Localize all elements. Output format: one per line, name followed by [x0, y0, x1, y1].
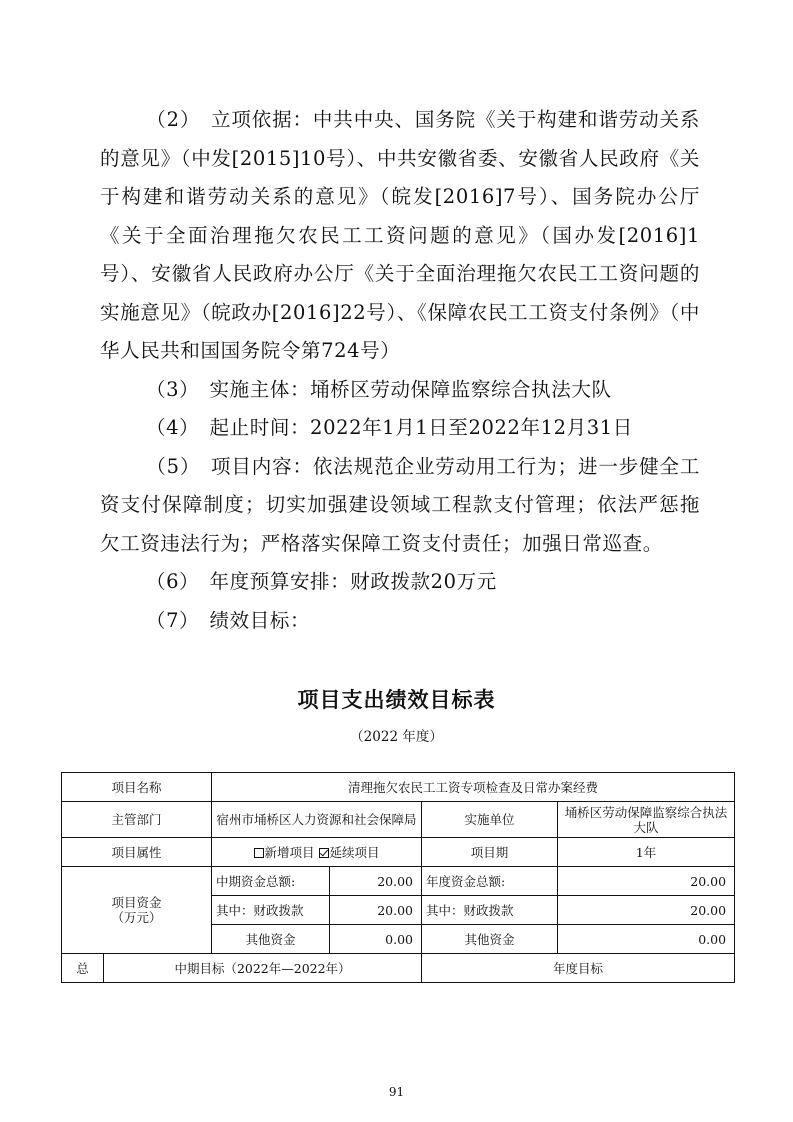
year-total-label: 年度资金总额: [422, 867, 558, 896]
new-project-label: 新增项目 [264, 844, 315, 860]
table-row [62, 773, 735, 802]
table-row [62, 802, 735, 838]
project-name: 清理拖欠农民工工资专项检查及日常办案经费 [212, 773, 735, 802]
dept: 宿州市埇桥区人力资源和社会保障局 [212, 802, 422, 838]
attr-label: 项目属性 [62, 838, 212, 867]
mid-target-label: 中期目标（2022年—2022年） [104, 954, 422, 983]
performance-target-table [61, 772, 735, 983]
table-row [62, 867, 735, 896]
year-other: 0.00 [558, 925, 735, 954]
paragraph-goals: （7） 绩效目标： [146, 608, 311, 632]
mid-fiscal: 20.00 [330, 896, 422, 925]
continue-project-checkbox[interactable] [319, 848, 329, 858]
mid-total-label: 中期资金总额: [212, 867, 330, 896]
project-name-label: 项目名称 [62, 773, 212, 802]
table-title: 项目支出绩效目标表 [297, 688, 496, 712]
dept-label: 主管部门 [62, 802, 212, 838]
table-row [62, 954, 735, 983]
mid-other-label: 其他资金 [212, 925, 330, 954]
paragraph-content: （5） 项目内容：依法规范企业劳动用工行为；进一步健全工资支付保障制度；切实加强建设领域工程款支付管理；依法严惩拖欠工资违法行为；严格落实保障工资支付责任；加强日常巡查。 [100, 454, 700, 555]
paragraph-budget: （6） 年度预算安排：财政拨款20万元 [146, 570, 497, 593]
period: 1年 [558, 838, 735, 867]
year-fiscal: 20.00 [558, 896, 735, 925]
table-subtitle: （2022 年度） [350, 729, 443, 745]
period-label: 项目期 [422, 838, 558, 867]
impl-label: 实施单位 [422, 802, 558, 838]
continue-project-label: 延续项目 [329, 844, 380, 860]
page-number: 91 [388, 1085, 405, 1099]
new-project-checkbox[interactable] [254, 848, 264, 858]
impl: 埇桥区劳动保障监察综合执法大队 [558, 802, 735, 838]
year-total: 20.00 [558, 867, 735, 896]
body-text [100, 101, 700, 640]
year-fiscal-label: 其中：财政拨款 [422, 896, 558, 925]
attr-options [212, 838, 422, 867]
paragraph-period: （4） 起止时间：2022年1月1日至2022年12月31日 [146, 416, 633, 439]
mid-fiscal-label: 其中：财政拨款 [212, 896, 330, 925]
mid-total: 20.00 [330, 867, 422, 896]
paragraph-subject: （3） 实施主体：埇桥区劳动保障监察综合执法大队 [146, 377, 612, 401]
year-target-label: 年度目标 [422, 954, 735, 983]
total-label: 总 [62, 954, 104, 983]
funds-label: 项目资金 （万元） [62, 867, 212, 954]
year-other-label: 其他资金 [422, 925, 558, 954]
paragraph-basis: （2） 立项依据：中共中央、国务院《关于构建和谐劳动关系的意见》（中发[2015]10号）、中共安徽省委、安徽省人民政府《关于构建和谐劳动关系的意见》（皖发[2016]7号）、国务院办公厅《关于全面治理拖欠农民工工资问题的意见》（国办发[2016]1号）、安徽省人民政府办公厅《关于全面治理拖欠农民工工资问题的实施意见》（皖政办[2016]22号）、《保障农民工工资支付条例》（中华人民共和国国务院令第724号） [100, 108, 700, 362]
table-row [62, 838, 735, 867]
mid-other: 0.00 [330, 925, 422, 954]
